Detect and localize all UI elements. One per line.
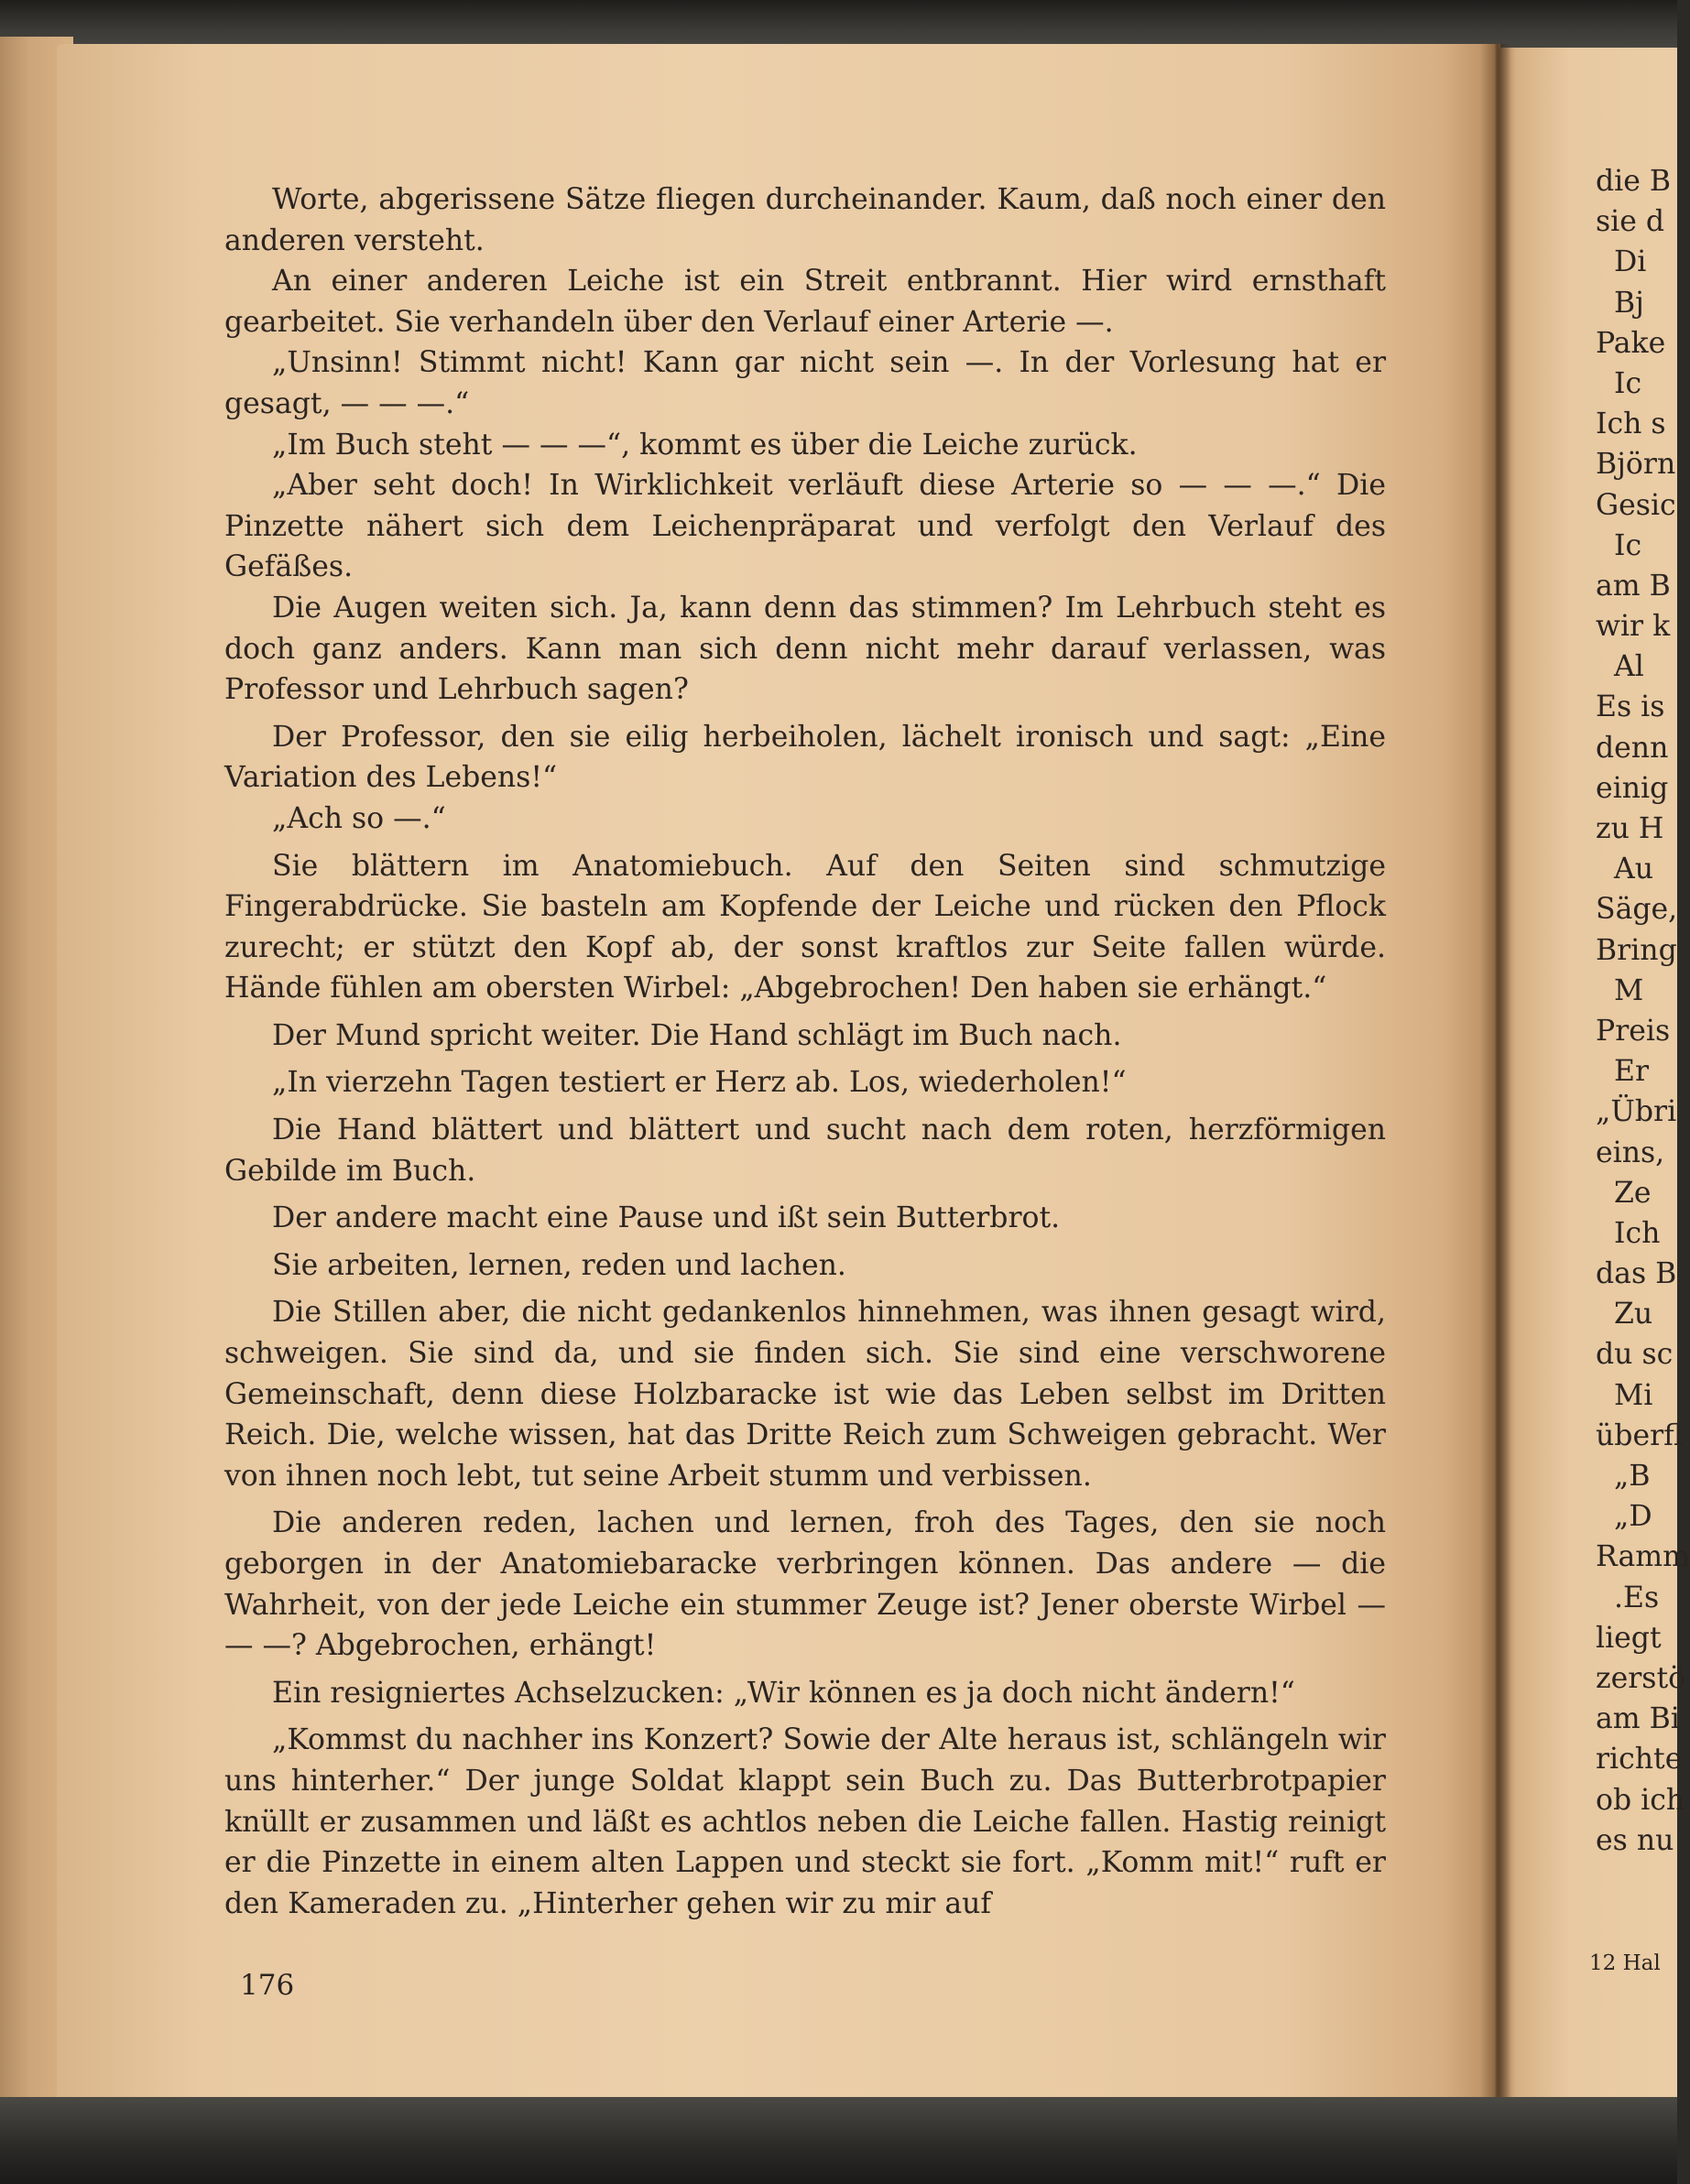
right-line: M bbox=[1614, 973, 1644, 1007]
right-line: Bring bbox=[1596, 933, 1677, 967]
right-line: Ich s bbox=[1596, 407, 1666, 441]
right-line: liegt bbox=[1596, 1621, 1662, 1655]
paragraph: „Ach so —.“ bbox=[272, 801, 446, 835]
right-line: ob ich bbox=[1596, 1783, 1685, 1817]
right-line: Säge, bbox=[1596, 893, 1678, 927]
right-line: „B bbox=[1614, 1460, 1651, 1493]
right-line: .Es bbox=[1614, 1581, 1660, 1614]
paragraph: An einer anderen Leiche ist ein Streit entbrannt. Hier wird ernsthaft gearbeitet. Sie verhandeln über den Verlauf einer Arterie —. bbox=[224, 265, 1386, 339]
paragraph: Die anderen reden, lachen und lernen, froh des Tages, den sie noch geborgen in der Anatomiebaracke verbringen können. Das andere — die Wahrheit, von der jede Leiche ein stummer Zeuge ist? Jener oberste Wirbel — — —? Abgebrochen, erhängt! bbox=[224, 1506, 1386, 1663]
paragraph: Der andere macht eine Pause und ißt sein Butterbrot. bbox=[272, 1201, 1061, 1235]
paragraph: „In vierzehn Tagen testiert er Herz ab. Los, wiederholen!“ bbox=[272, 1066, 1127, 1100]
page-number: 176 bbox=[240, 1969, 295, 2002]
right-line: Ramm bbox=[1596, 1540, 1690, 1574]
right-line: richte bbox=[1596, 1743, 1683, 1777]
right-line: das B bbox=[1596, 1257, 1677, 1291]
paragraph: Worte, abgerissene Sätze fliegen durcheinander. Kaum, daß noch einer den anderen versteht. bbox=[224, 183, 1386, 257]
right-line: Gesic bbox=[1596, 488, 1676, 522]
right-line: zerstö bbox=[1596, 1661, 1686, 1695]
right-line: denn bbox=[1596, 731, 1669, 765]
right-line: zu H bbox=[1596, 812, 1664, 845]
right-line: „D bbox=[1614, 1500, 1652, 1534]
right-line: am B bbox=[1596, 569, 1671, 603]
right-line: Pake bbox=[1596, 326, 1666, 360]
right-line: eins, bbox=[1596, 1135, 1665, 1169]
right-line: Au bbox=[1614, 853, 1654, 886]
right-line: Mi bbox=[1614, 1378, 1653, 1412]
paragraph: Ein resigniertes Achselzucken: „Wir können es ja doch nicht ändern!“ bbox=[272, 1676, 1295, 1710]
paragraph: Sie blättern im Anatomiebuch. Auf den Seiten sind schmutzige Fingerabdrücke. Sie basteln am Kopfende der Leiche und rücken den Pflock zurecht; er stützt den Kopf ab, der sonst kraftlos zur Seite fallen würde. Hände fühlen am obersten Wirbel: „Abgebrochen! Den haben sie erhängt.“ bbox=[224, 849, 1386, 1005]
right-line: Es is bbox=[1596, 690, 1665, 724]
right-line: sie d bbox=[1596, 205, 1665, 239]
right-page-text bbox=[1596, 161, 1690, 1861]
right-line: Preis bbox=[1596, 1014, 1671, 1048]
right-line: Zu bbox=[1614, 1298, 1653, 1331]
left-page-text bbox=[224, 179, 1386, 1924]
paragraph: „Im Buch steht — — —“, kommt es über die Leiche zurück. bbox=[272, 428, 1138, 462]
right-line: wir k bbox=[1596, 610, 1671, 644]
right-line: Al bbox=[1614, 650, 1644, 684]
right-line: „Übri bbox=[1596, 1095, 1677, 1129]
paragraph: Sie arbeiten, lernen, reden und lachen. bbox=[272, 1248, 846, 1282]
right-line: Ze bbox=[1614, 1176, 1652, 1210]
right-line: einig bbox=[1596, 771, 1669, 805]
paragraph: Die Stillen aber, die nicht gedankenlos hinnehmen, was ihnen gesagt wird, schweigen. Sie sind da, und sie finden sich. Sie sind eine verschworene Gemeinschaft, denn diese Holzbaracke ist wie das Leben selbst im Dritten Reich. Die, welche wissen, hat das Dritte Reich zum Schweigen gebracht. Wer von ihnen noch lebt, tut seine Arbeit stumm und verbissen. bbox=[224, 1296, 1386, 1493]
paragraph: Die Hand blättert und blättert und sucht nach dem roten, herzförmigen Gebilde im Buch. bbox=[224, 1114, 1386, 1188]
right-line: Di bbox=[1614, 245, 1647, 279]
right-line: Ic bbox=[1614, 366, 1642, 400]
paragraph: Die Augen weiten sich. Ja, kann denn das stimmen? Im Lehrbuch steht es doch ganz anders. Kann man sich denn nicht mehr darauf verlassen, was Professor und Lehrbuch sagen? bbox=[224, 591, 1386, 707]
paragraph: „Aber seht doch! In Wirklichkeit verläuft diese Arterie so — — —.“ Die Pinzette nähert sich dem Leichenpräparat und verfolgt den Verlauf des Gefäßes. bbox=[224, 469, 1386, 584]
right-page-footer: 12 Hal bbox=[1589, 1951, 1661, 1975]
right-line: du sc bbox=[1596, 1338, 1674, 1372]
right-line: Bj bbox=[1614, 286, 1644, 320]
right-line: Björn bbox=[1596, 448, 1676, 482]
scan-bottom-border bbox=[0, 2097, 1677, 2184]
paragraph: „Unsinn! Stimmt nicht! Kann gar nicht sein —. In der Vorlesung hat er gesagt, — — —.“ bbox=[224, 346, 1386, 420]
right-line: überfl bbox=[1596, 1418, 1684, 1452]
paragraph: „Kommst du nachher ins Konzert? Sowie der Alte heraus ist, schlängeln wir uns hinterher.“ Der junge Soldat klappt sein Buch zu. Das Butterbrotpapier knüllt er zusammen und läßt es achtlos neben die Leiche fallen. Hastig reinigt er die Pinzette in einem alten Lappen und steckt sie fort. „Komm mit!“ ruft er den Kameraden zu. „Hinterher gehen wir zu mir auf bbox=[224, 1723, 1386, 1920]
paragraph: Der Mund spricht weiter. Die Hand schlägt im Buch nach. bbox=[272, 1018, 1122, 1052]
paragraph: Der Professor, den sie eilig herbeiholen, lächelt ironisch und sagt: „Eine Variation des Lebens!“ bbox=[224, 720, 1386, 795]
right-line: Ich bbox=[1614, 1216, 1661, 1250]
right-line: die B bbox=[1596, 165, 1672, 198]
right-line: Er bbox=[1614, 1055, 1650, 1089]
book-gutter bbox=[1480, 44, 1511, 2104]
right-line: Ic bbox=[1614, 528, 1642, 562]
right-line: es nu bbox=[1596, 1823, 1674, 1857]
right-line: am Bi bbox=[1596, 1702, 1680, 1736]
